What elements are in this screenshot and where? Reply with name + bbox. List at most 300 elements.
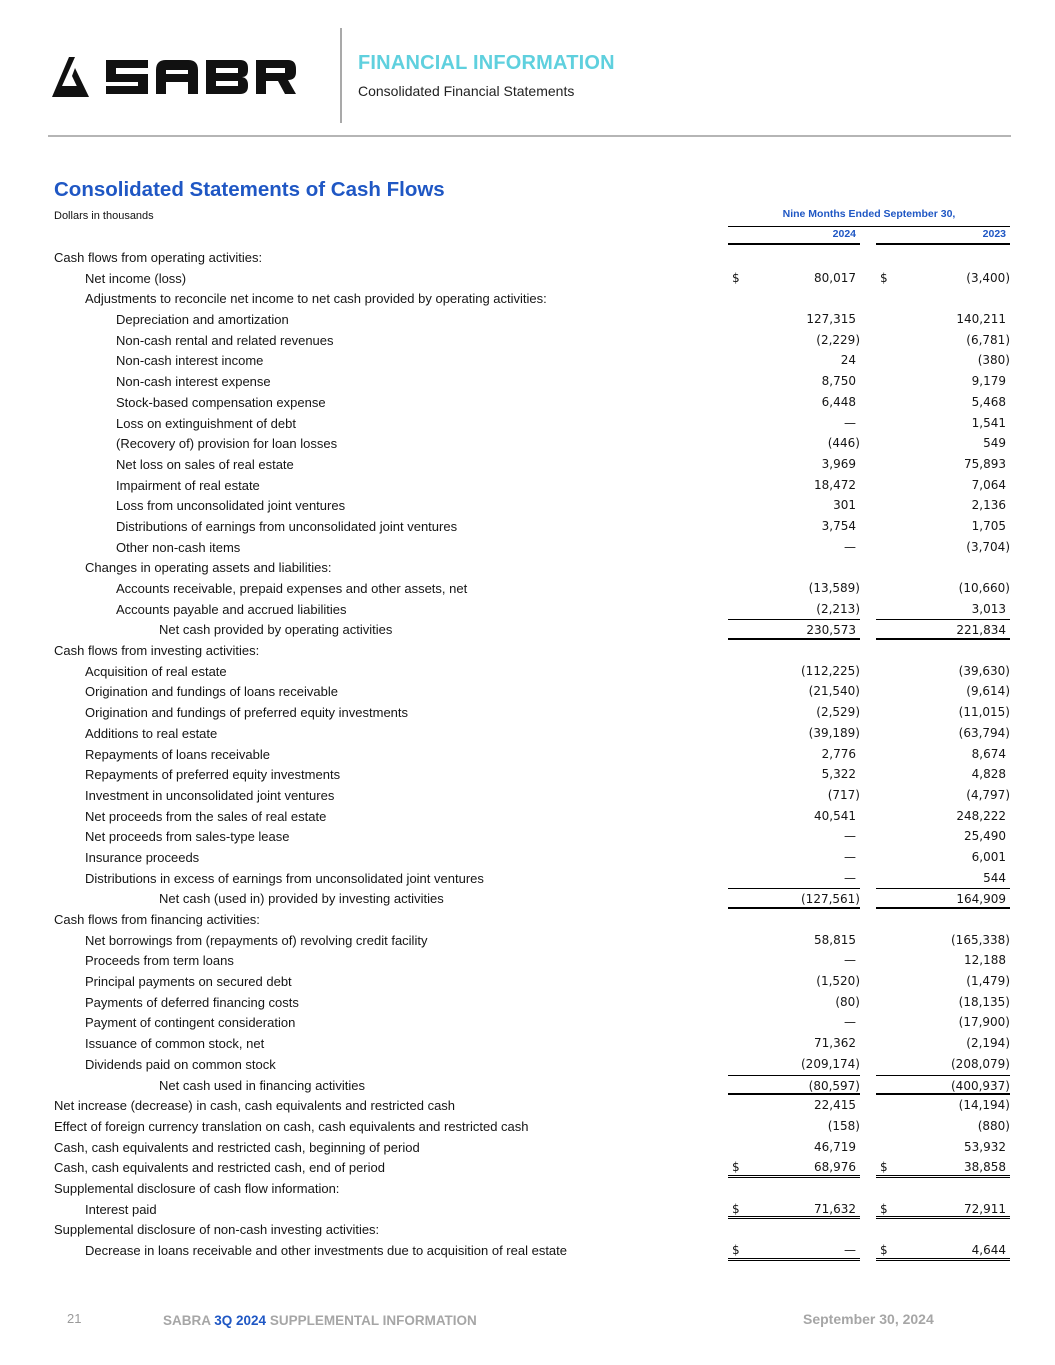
header-divider bbox=[340, 28, 342, 123]
table-row bbox=[0, 619, 1055, 640]
value-2024 bbox=[728, 268, 860, 289]
cell-number: 53,932 bbox=[964, 1139, 1006, 1154]
value-2024 bbox=[728, 992, 860, 1013]
cell-number: — bbox=[844, 953, 856, 968]
cell-number: 4,644 bbox=[971, 1243, 1006, 1257]
value-2024 bbox=[728, 1054, 860, 1075]
value-2024 bbox=[728, 495, 860, 516]
value-2024 bbox=[728, 888, 860, 909]
value-2023 bbox=[876, 868, 1010, 889]
cell-number: 6,448 bbox=[821, 394, 856, 409]
cell-number: (165,338) bbox=[951, 932, 1010, 947]
statement-title: Consolidated Statements of Cash Flows bbox=[54, 178, 445, 201]
value-2023 bbox=[876, 619, 1010, 640]
value-2024 bbox=[728, 1219, 860, 1240]
value-2023 bbox=[876, 950, 1010, 971]
cash-flow-table bbox=[0, 247, 1055, 1261]
value-2024 bbox=[728, 350, 860, 371]
cell-number: 3,013 bbox=[971, 601, 1006, 616]
row-label: Other non-cash items bbox=[116, 539, 241, 555]
row-label: Net loss on sales of real estate bbox=[116, 456, 294, 472]
value-2023 bbox=[876, 971, 1010, 992]
cell-number: 549 bbox=[983, 436, 1006, 451]
value-2024 bbox=[728, 723, 860, 744]
row-label: Adjustments to reconcile net income to net cash provided by operating activities: bbox=[85, 291, 547, 307]
footer-date: September 30, 2024 bbox=[803, 1311, 934, 1327]
table-row bbox=[0, 888, 1055, 909]
row-label: Non-cash interest expense bbox=[116, 374, 271, 390]
value-2023 bbox=[876, 557, 1010, 578]
row-label: Cash flows from financing activities: bbox=[54, 912, 260, 927]
value-2024 bbox=[728, 475, 860, 496]
value-2024 bbox=[728, 619, 860, 640]
table-row bbox=[0, 992, 1055, 1013]
value-2024 bbox=[728, 1157, 860, 1178]
sabra-logo-icon bbox=[52, 52, 297, 98]
row-label: Principal payments on secured debt bbox=[85, 974, 292, 990]
row-label: Supplemental disclosure of non-cash investing activities: bbox=[54, 1222, 380, 1238]
table-row bbox=[0, 557, 1055, 578]
value-2023 bbox=[876, 1157, 1010, 1178]
table-row bbox=[0, 1219, 1055, 1240]
value-2023 bbox=[876, 806, 1010, 827]
row-label: Impairment of real estate bbox=[116, 477, 260, 493]
table-row bbox=[0, 868, 1055, 889]
cell-number: 75,893 bbox=[964, 456, 1006, 471]
value-2023 bbox=[876, 1199, 1010, 1220]
table-row bbox=[0, 806, 1055, 827]
cell-number: (112,225) bbox=[801, 663, 860, 678]
cell-number: 12,188 bbox=[964, 953, 1006, 968]
cell-number: 9,179 bbox=[971, 374, 1006, 389]
cell-number: 1,541 bbox=[971, 415, 1006, 430]
value-2023 bbox=[876, 744, 1010, 765]
value-2023 bbox=[876, 723, 1010, 744]
value-2024 bbox=[728, 371, 860, 392]
table-row bbox=[0, 288, 1055, 309]
cell-number: 46,719 bbox=[814, 1139, 856, 1154]
row-label: Accounts receivable, prepaid expenses and other assets, net bbox=[116, 581, 468, 596]
value-2023 bbox=[876, 392, 1010, 413]
row-label: Dividends paid on common stock bbox=[85, 1056, 276, 1072]
row-label: Decrease in loans receivable and other investments due to acquisition of real estate bbox=[85, 1243, 568, 1258]
page-number: 21 bbox=[67, 1311, 82, 1326]
table-row bbox=[0, 681, 1055, 702]
cell-number: (80,597) bbox=[808, 1078, 860, 1093]
value-2024 bbox=[728, 578, 860, 599]
footer-brand-period: 3Q 2024 bbox=[214, 1313, 267, 1328]
table-row bbox=[0, 1012, 1055, 1033]
value-2024 bbox=[728, 1199, 860, 1220]
cell-number: (880) bbox=[977, 1118, 1010, 1133]
row-label: (Recovery of) provision for loan losses bbox=[116, 436, 338, 452]
currency-symbol: $ bbox=[880, 1160, 888, 1175]
cell-number: 38,858 bbox=[964, 1160, 1006, 1175]
table-row bbox=[0, 516, 1055, 537]
row-label: Net increase (decrease) in cash, cash equivalents and restricted cash bbox=[54, 1098, 456, 1114]
row-label: Additions to real estate bbox=[85, 725, 218, 741]
cell-number: — bbox=[844, 1243, 856, 1257]
cell-number: 164,909 bbox=[956, 892, 1006, 907]
value-2024 bbox=[728, 702, 860, 723]
value-2024 bbox=[728, 744, 860, 765]
cell-number: 25,490 bbox=[964, 829, 1006, 844]
row-label: Repayments of preferred equity investments bbox=[85, 767, 341, 783]
cell-number: (400,937) bbox=[951, 1078, 1010, 1093]
cell-number: 4,828 bbox=[971, 767, 1006, 782]
cell-number: 2,136 bbox=[971, 498, 1006, 513]
table-row bbox=[0, 971, 1055, 992]
cell-number: 80,017 bbox=[814, 270, 856, 285]
cell-number: 6,001 bbox=[971, 849, 1006, 864]
cell-number: 248,222 bbox=[956, 808, 1006, 823]
row-label: Net proceeds from sales-type lease bbox=[85, 829, 290, 845]
cell-number: (208,079) bbox=[951, 1056, 1010, 1071]
value-2023 bbox=[876, 992, 1010, 1013]
table-row bbox=[0, 1157, 1055, 1178]
cell-number: (1,479) bbox=[966, 974, 1010, 989]
value-2024 bbox=[728, 1178, 860, 1199]
value-2023 bbox=[876, 578, 1010, 599]
table-row bbox=[0, 413, 1055, 434]
value-2024 bbox=[728, 847, 860, 868]
row-label: Net cash used in financing activities bbox=[159, 1077, 365, 1093]
row-label: Repayments of loans receivable bbox=[85, 746, 270, 762]
cell-number: (127,561) bbox=[801, 892, 860, 907]
value-2023 bbox=[876, 661, 1010, 682]
value-2023 bbox=[876, 681, 1010, 702]
table-row bbox=[0, 1054, 1055, 1075]
year-header-2023: 2023 bbox=[876, 228, 1010, 245]
cell-number: 7,064 bbox=[971, 477, 1006, 492]
value-2024 bbox=[728, 1075, 860, 1096]
row-label: Cash flows from operating activities: bbox=[54, 250, 263, 265]
row-label: Loss from unconsolidated joint ventures bbox=[116, 498, 346, 514]
cell-number: 301 bbox=[833, 498, 856, 513]
cell-number: (21,540) bbox=[808, 684, 860, 699]
table-row bbox=[0, 764, 1055, 785]
value-2024 bbox=[728, 806, 860, 827]
value-2023 bbox=[876, 330, 1010, 351]
currency-symbol: $ bbox=[732, 1201, 740, 1216]
value-2023 bbox=[876, 909, 1010, 930]
row-label: Payments of deferred financing costs bbox=[85, 994, 299, 1010]
row-label: Proceeds from term loans bbox=[85, 953, 234, 969]
footer-brand-name: SABRA bbox=[163, 1313, 215, 1328]
cell-number: 58,815 bbox=[814, 932, 856, 947]
row-label: Insurance proceeds bbox=[85, 849, 200, 865]
value-2023 bbox=[876, 495, 1010, 516]
row-label: Effect of foreign currency translation on cash, cash equivalents and restricted cash bbox=[54, 1118, 529, 1134]
value-2024 bbox=[728, 681, 860, 702]
row-label: Origination and fundings of loans receivable bbox=[85, 684, 338, 700]
cell-number: 68,976 bbox=[814, 1160, 856, 1175]
value-2024 bbox=[728, 826, 860, 847]
value-2023 bbox=[876, 1219, 1010, 1240]
cell-number: (13,589) bbox=[808, 581, 860, 595]
cell-number: — bbox=[844, 870, 856, 885]
cell-number: (39,630) bbox=[958, 663, 1010, 678]
table-row bbox=[0, 1199, 1055, 1220]
row-label: Issuance of common stock, net bbox=[85, 1036, 265, 1052]
row-label: Non-cash interest income bbox=[116, 353, 264, 369]
value-2023 bbox=[876, 702, 1010, 723]
cell-number: (14,194) bbox=[958, 1098, 1010, 1113]
cell-number: 3,754 bbox=[821, 518, 856, 533]
value-2024 bbox=[728, 247, 860, 268]
value-2023 bbox=[876, 413, 1010, 434]
section-title: FINANCIAL INFORMATION bbox=[358, 52, 615, 74]
value-2023 bbox=[876, 537, 1010, 558]
cell-number: — bbox=[844, 1015, 856, 1030]
currency-symbol: $ bbox=[732, 270, 740, 285]
table-row bbox=[0, 475, 1055, 496]
table-row bbox=[0, 640, 1055, 661]
section-subtitle: Consolidated Financial Statements bbox=[358, 83, 575, 99]
cell-number: (446) bbox=[827, 436, 860, 451]
table-row bbox=[0, 454, 1055, 475]
value-2024 bbox=[728, 868, 860, 889]
cell-number: — bbox=[844, 415, 856, 430]
table-row bbox=[0, 1116, 1055, 1137]
table-row bbox=[0, 268, 1055, 289]
currency-symbol: $ bbox=[880, 270, 888, 285]
cell-number: (380) bbox=[977, 353, 1010, 368]
value-2023 bbox=[876, 1240, 1010, 1261]
row-label: Cash, cash equivalents and restricted cash, beginning of period bbox=[54, 1139, 420, 1155]
table-row bbox=[0, 350, 1055, 371]
value-2024 bbox=[728, 971, 860, 992]
value-2024 bbox=[728, 1116, 860, 1137]
cell-number: 5,322 bbox=[821, 767, 856, 782]
year-header-2024: 2024 bbox=[728, 228, 860, 245]
row-label: Changes in operating assets and liabilities: bbox=[85, 560, 332, 576]
value-2024 bbox=[728, 413, 860, 434]
cell-number: 2,776 bbox=[821, 746, 856, 761]
table-row bbox=[0, 1137, 1055, 1158]
footer-brand-suffix: SUPPLEMENTAL INFORMATION bbox=[266, 1313, 477, 1328]
value-2023 bbox=[876, 1178, 1010, 1199]
cell-number: 8,750 bbox=[821, 374, 856, 389]
cell-number: (11,015) bbox=[958, 705, 1010, 720]
cell-number: (2,194) bbox=[966, 1036, 1010, 1051]
value-2024 bbox=[728, 930, 860, 951]
cell-number: 544 bbox=[983, 870, 1006, 885]
currency-symbol: $ bbox=[732, 1243, 740, 1257]
table-row bbox=[0, 1075, 1055, 1096]
cell-number: 71,632 bbox=[814, 1201, 856, 1216]
value-2023 bbox=[876, 1033, 1010, 1054]
value-2024 bbox=[728, 330, 860, 351]
header-rule bbox=[48, 135, 1011, 137]
cell-number: — bbox=[844, 539, 856, 554]
value-2024 bbox=[728, 764, 860, 785]
value-2023 bbox=[876, 288, 1010, 309]
table-row bbox=[0, 392, 1055, 413]
row-label: Accounts payable and accrued liabilities bbox=[116, 601, 347, 617]
value-2024 bbox=[728, 599, 860, 620]
footer-brand bbox=[163, 1313, 477, 1328]
cell-number: (3,400) bbox=[966, 270, 1010, 285]
cell-number: 22,415 bbox=[814, 1098, 856, 1113]
value-2024 bbox=[728, 557, 860, 578]
table-row bbox=[0, 785, 1055, 806]
cell-number: (80) bbox=[835, 994, 860, 1009]
row-label: Supplemental disclosure of cash flow information: bbox=[54, 1180, 340, 1196]
currency-symbol: $ bbox=[732, 1160, 740, 1175]
cell-number: (39,189) bbox=[808, 725, 860, 740]
value-2024 bbox=[728, 537, 860, 558]
value-2023 bbox=[876, 454, 1010, 475]
value-2023 bbox=[876, 888, 1010, 909]
value-2024 bbox=[728, 1095, 860, 1116]
table-row bbox=[0, 247, 1055, 268]
cell-number: (10,660) bbox=[958, 581, 1010, 595]
table-row bbox=[0, 950, 1055, 971]
value-2024 bbox=[728, 433, 860, 454]
table-row bbox=[0, 723, 1055, 744]
cell-number: 127,315 bbox=[806, 312, 856, 327]
cell-number: — bbox=[844, 829, 856, 844]
units-note: Dollars in thousands bbox=[54, 210, 154, 222]
cell-number: 1,705 bbox=[971, 518, 1006, 533]
cell-number: (17,900) bbox=[958, 1015, 1010, 1030]
value-2023 bbox=[876, 350, 1010, 371]
row-label: Payment of contingent consideration bbox=[85, 1015, 296, 1031]
row-label: Origination and fundings of preferred equity investments bbox=[85, 705, 409, 721]
table-row bbox=[0, 930, 1055, 951]
currency-symbol: $ bbox=[880, 1243, 888, 1257]
table-row bbox=[0, 578, 1055, 599]
row-label: Net income (loss) bbox=[85, 270, 187, 286]
row-label: Distributions in excess of earnings from unconsolidated joint ventures bbox=[85, 870, 484, 886]
cell-number: (9,614) bbox=[966, 684, 1010, 699]
table-row bbox=[0, 495, 1055, 516]
value-2023 bbox=[876, 1054, 1010, 1075]
value-2024 bbox=[728, 288, 860, 309]
table-row bbox=[0, 661, 1055, 682]
cell-number: (2,229) bbox=[816, 332, 860, 347]
table-row bbox=[0, 599, 1055, 620]
value-2023 bbox=[876, 930, 1010, 951]
value-2023 bbox=[876, 640, 1010, 661]
period-header: Nine Months Ended September 30, bbox=[728, 208, 1010, 227]
cell-number: 3,969 bbox=[821, 456, 856, 471]
value-2024 bbox=[728, 661, 860, 682]
cell-number: 40,541 bbox=[814, 808, 856, 823]
value-2024 bbox=[728, 392, 860, 413]
value-2023 bbox=[876, 1012, 1010, 1033]
cell-number: (63,794) bbox=[958, 725, 1010, 740]
cell-number: (2,213) bbox=[816, 601, 860, 616]
cell-number: 72,911 bbox=[964, 1201, 1006, 1216]
cell-number: (2,529) bbox=[816, 705, 860, 720]
row-label: Cash, cash equivalents and restricted cash, end of period bbox=[54, 1160, 385, 1176]
table-row bbox=[0, 1095, 1055, 1116]
cell-number: 221,834 bbox=[956, 623, 1006, 638]
table-row bbox=[0, 909, 1055, 930]
row-label: Depreciation and amortization bbox=[116, 312, 289, 328]
table-row bbox=[0, 826, 1055, 847]
row-label: Net cash (used in) provided by investing activities bbox=[159, 891, 444, 907]
table-row bbox=[0, 847, 1055, 868]
value-2024 bbox=[728, 640, 860, 661]
cell-number: 71,362 bbox=[814, 1036, 856, 1051]
value-2023 bbox=[876, 475, 1010, 496]
row-label: Net borrowings from (repayments of) revolving credit facility bbox=[85, 932, 428, 948]
table-row bbox=[0, 309, 1055, 330]
value-2023 bbox=[876, 516, 1010, 537]
table-row bbox=[0, 330, 1055, 351]
cell-number: (6,781) bbox=[966, 332, 1010, 347]
row-label: Acquisition of real estate bbox=[85, 663, 227, 679]
value-2024 bbox=[728, 454, 860, 475]
cell-number: 5,468 bbox=[971, 394, 1006, 409]
page-header bbox=[0, 0, 1055, 140]
table-row bbox=[0, 433, 1055, 454]
cell-number: (158) bbox=[827, 1118, 860, 1133]
value-2023 bbox=[876, 268, 1010, 289]
currency-symbol: $ bbox=[880, 1201, 888, 1216]
row-label: Net cash provided by operating activities bbox=[159, 622, 393, 638]
value-2024 bbox=[728, 1033, 860, 1054]
value-2024 bbox=[728, 785, 860, 806]
row-label: Loss on extinguishment of debt bbox=[116, 415, 296, 431]
cell-number: 8,674 bbox=[971, 746, 1006, 761]
value-2023 bbox=[876, 433, 1010, 454]
value-2024 bbox=[728, 1137, 860, 1158]
value-2023 bbox=[876, 599, 1010, 620]
table-row bbox=[0, 1240, 1055, 1261]
value-2023 bbox=[876, 847, 1010, 868]
value-2024 bbox=[728, 309, 860, 330]
cell-number: (209,174) bbox=[801, 1056, 860, 1071]
value-2023 bbox=[876, 826, 1010, 847]
value-2024 bbox=[728, 1240, 860, 1261]
cell-number: (4,797) bbox=[966, 787, 1010, 802]
cell-number: (717) bbox=[827, 787, 860, 802]
table-row bbox=[0, 1033, 1055, 1054]
value-2023 bbox=[876, 1116, 1010, 1137]
table-row bbox=[0, 537, 1055, 558]
cell-number: 140,211 bbox=[956, 312, 1006, 327]
table-row bbox=[0, 744, 1055, 765]
value-2024 bbox=[728, 1012, 860, 1033]
table-row bbox=[0, 1178, 1055, 1199]
value-2023 bbox=[876, 247, 1010, 268]
sabra-logo bbox=[52, 52, 297, 98]
cell-number: 230,573 bbox=[806, 623, 856, 638]
value-2024 bbox=[728, 516, 860, 537]
row-label: Non-cash rental and related revenues bbox=[116, 332, 334, 348]
value-2023 bbox=[876, 764, 1010, 785]
table-row bbox=[0, 371, 1055, 392]
value-2024 bbox=[728, 909, 860, 930]
cell-number: — bbox=[844, 849, 856, 864]
cell-number: 24 bbox=[840, 353, 856, 368]
row-label: Cash flows from investing activities: bbox=[54, 643, 260, 659]
row-label: Net proceeds from the sales of real estate bbox=[85, 808, 327, 824]
cell-number: 18,472 bbox=[814, 477, 856, 492]
row-label: Distributions of earnings from unconsolidated joint ventures bbox=[116, 518, 458, 534]
value-2023 bbox=[876, 1075, 1010, 1096]
value-2023 bbox=[876, 309, 1010, 330]
value-2024 bbox=[728, 950, 860, 971]
table-row bbox=[0, 702, 1055, 723]
row-label: Investment in unconsolidated joint ventures bbox=[85, 787, 335, 803]
value-2023 bbox=[876, 1095, 1010, 1116]
cell-number: (18,135) bbox=[958, 994, 1010, 1009]
